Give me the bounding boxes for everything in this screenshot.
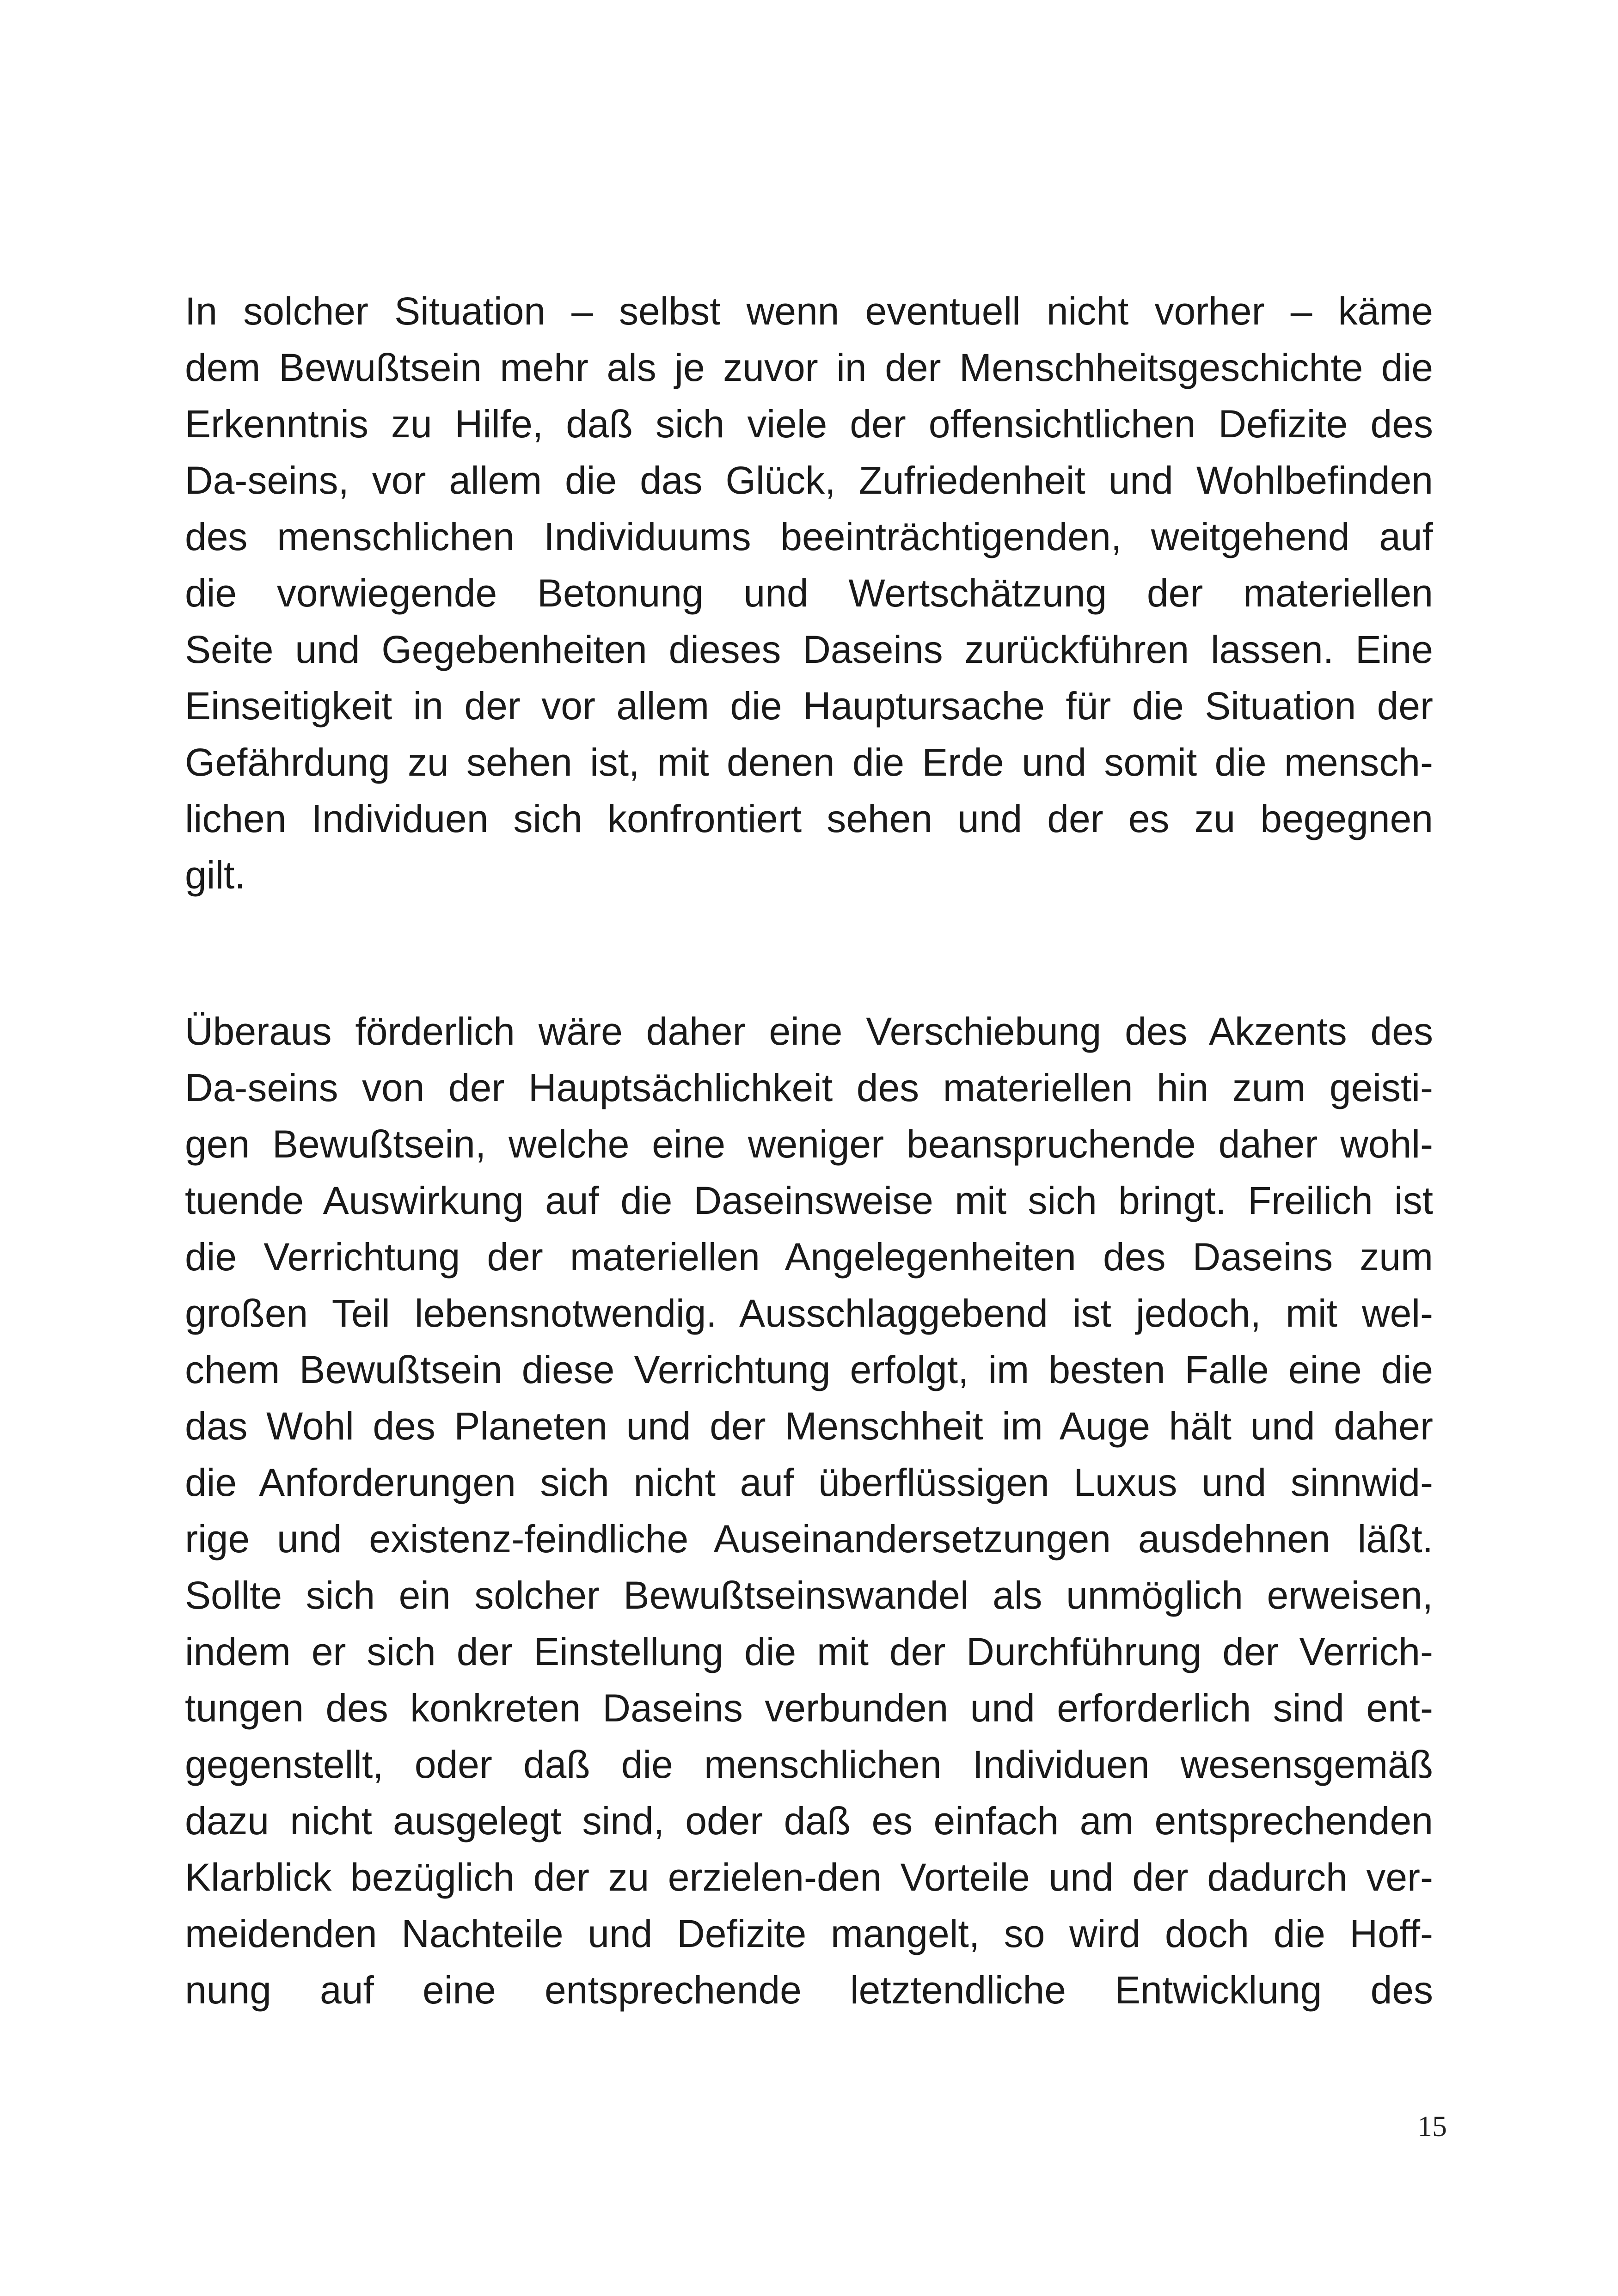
text-line: Da-seins, vor allem die das Glück, Zufriedenheit und Wohlbefinden xyxy=(185,459,1433,502)
text-line: gegenstellt, oder daß die menschlichen Individuen wesensgemäß xyxy=(185,1743,1433,1786)
text-line: lichen Individuen sich konfrontiert sehen und der es zu begegnen xyxy=(185,797,1433,840)
text-line: In solcher Situation – selbst wenn eventuell nicht vorher – käme xyxy=(185,289,1433,333)
text-line: dazu nicht ausgelegt sind, oder daß es einfach am entsprechenden xyxy=(185,1799,1433,1843)
text-line: Gefährdung zu sehen ist, mit denen die Erde und somit die mensch- xyxy=(185,741,1433,784)
text-line: großen Teil lebensnotwendig. Ausschlaggebend ist jedoch, mit wel- xyxy=(185,1292,1433,1335)
text-line: tuende Auswirkung auf die Daseinsweise mit sich bringt. Freilich ist xyxy=(185,1179,1433,1222)
text-line: die vorwiegende Betonung und Wertschätzung der materiellen xyxy=(185,571,1433,615)
text-line: gen Bewußtsein, welche eine weniger beanspruchende daher wohl- xyxy=(185,1122,1433,1166)
text-line: dem Bewußtsein mehr als je zuvor in der Menschheitsgeschichte die xyxy=(185,346,1433,389)
text-line: Seite und Gegebenheiten dieses Daseins zurückführen lassen. Eine xyxy=(185,628,1433,671)
text-line: nung auf eine entsprechende letztendliche Entwicklung des xyxy=(185,1968,1433,2012)
text-line: tungen des konkreten Daseins verbunden und erforderlich sind ent- xyxy=(185,1686,1433,1730)
text-line: das Wohl des Planeten und der Menschheit im Auge hält und daher xyxy=(185,1404,1433,1448)
text-line: die Verrichtung der materiellen Angelegenheiten des Daseins zum xyxy=(185,1235,1433,1279)
text-line: die Anforderungen sich nicht auf überflüssigen Luxus und sinnwid- xyxy=(185,1461,1433,1504)
text-line: Einseitigkeit in der vor allem die Hauptursache für die Situation der xyxy=(185,684,1433,728)
text-line: chem Bewußtsein diese Verrichtung erfolgt, im besten Falle eine die xyxy=(185,1348,1433,1391)
paragraph-1 xyxy=(185,283,1433,903)
text-line: des menschlichen Individuums beeinträchtigenden, weitgehend auf xyxy=(185,515,1433,558)
paragraph-2 xyxy=(185,1003,1433,2018)
text-line: Sollte sich ein solcher Bewußtseinswandel als unmöglich erweisen, xyxy=(185,1574,1433,1617)
text-line: rige und existenz-feindliche Auseinandersetzungen ausdehnen läßt. xyxy=(185,1517,1433,1561)
text-line: Überaus förderlich wäre daher eine Verschiebung des Akzents des xyxy=(185,1010,1433,1053)
text-line: Erkenntnis zu Hilfe, daß sich viele der offensichtlichen Defizite des xyxy=(185,402,1433,446)
page-number: 15 xyxy=(1417,2110,1447,2143)
text-line: meidenden Nachteile und Defizite mangelt, so wird doch die Hoff- xyxy=(185,1912,1433,1955)
text-line: indem er sich der Einstellung die mit der Durchführung der Verrich- xyxy=(185,1630,1433,1673)
text-line: Da-seins von der Hauptsächlichkeit des materiellen hin zum geisti- xyxy=(185,1066,1433,1109)
text-line: Klarblick bezüglich der zu erzielen-den Vorteile und der dadurch ver- xyxy=(185,1855,1433,1899)
text-line: gilt. xyxy=(185,853,245,897)
